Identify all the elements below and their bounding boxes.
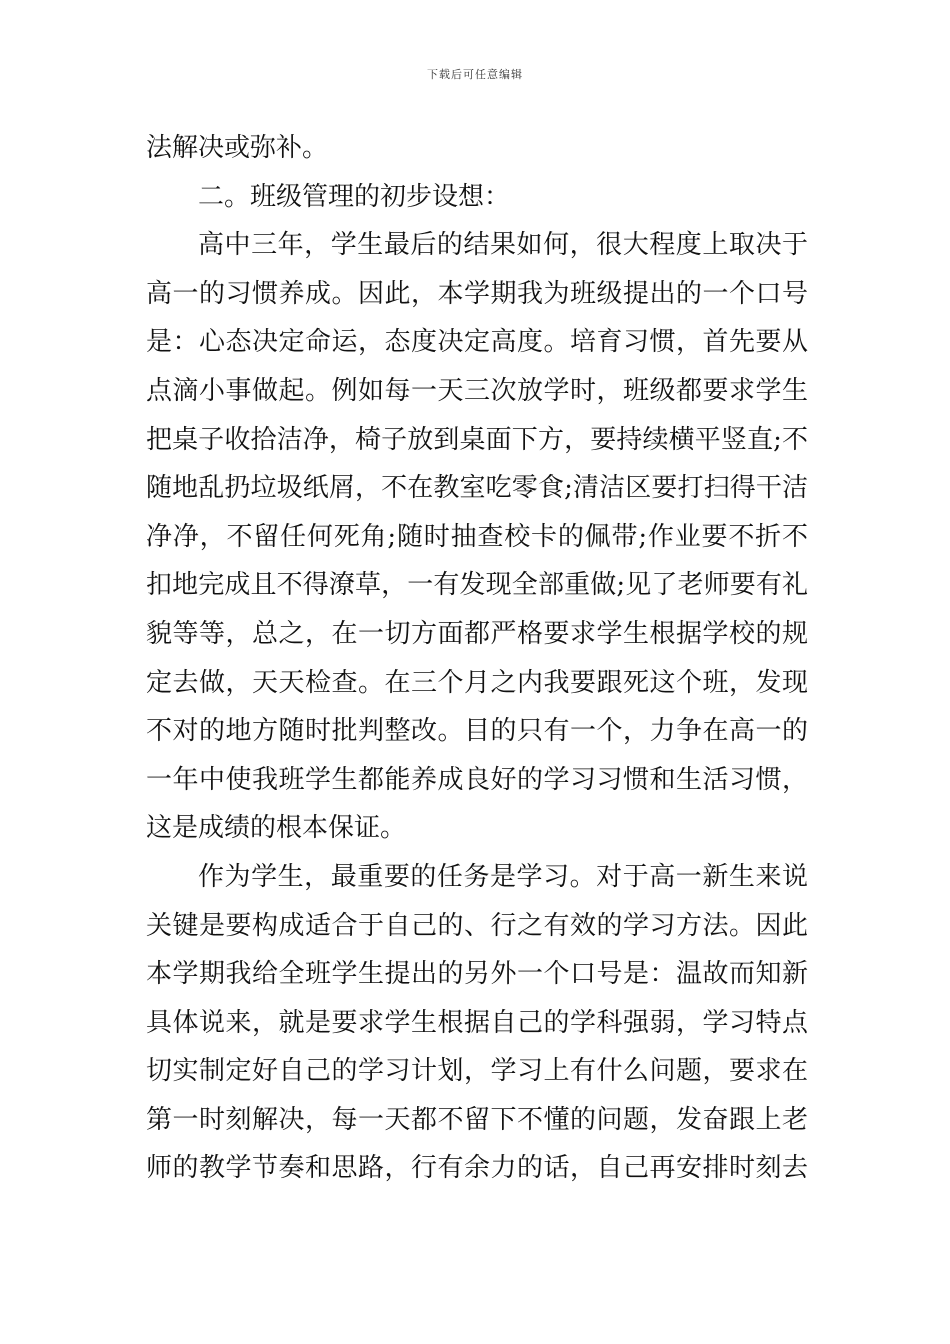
text-line: 净净，不留任何死角;随时抽查校卡的佩带;作业要不折不 — [146, 521, 808, 552]
section-heading: 二。班级管理的初步设想： — [198, 181, 511, 212]
text-line: 高一的习惯养成。因此，本学期我为班级提出的一个口号 — [146, 278, 808, 309]
text-line: 切实制定好自己的学习计划，学习上有什么问题，要求在 — [146, 1056, 808, 1087]
text-line: 貌等等，总之，在一切方面都严格要求学生根据学校的规 — [146, 618, 808, 649]
text-line: 这是成绩的根本保证。 — [146, 813, 407, 844]
document-body — [146, 124, 808, 1193]
text-line: 法解决或弥补。 — [146, 133, 329, 163]
text-line: 第一时刻解决，每一天都不留下不懂的问题，发奋跟上老 — [146, 1104, 808, 1135]
text-line: 师的教学节奏和思路，行有余力的话，自己再安排时刻去 — [146, 1153, 808, 1184]
text-line: 不对的地方随时批判整改。目的只有一个，力争在高一的 — [146, 716, 808, 747]
paragraph-start-line: 作为学生，最重要的任务是学习。对于高一新生来说 — [198, 861, 808, 892]
text-line: 把桌子收拾洁净，椅子放到桌面下方，要持续横平竖直;不 — [146, 424, 808, 455]
text-line: 定去做，天天检查。在三个月之内我要跟死这个班，发现 — [146, 667, 808, 698]
page-header: 下载后可任意编辑 — [427, 68, 523, 81]
text-line: 关键是要构成适合于自己的、行之有效的学习方法。因此 — [146, 910, 808, 941]
text-line: 点滴小事做起。例如每一天三次放学时，班级都要求学生 — [146, 375, 808, 406]
text-line: 具体说来，就是要求学生根据自己的学科强弱，学习特点 — [146, 1007, 808, 1038]
text-line: 是：心态决定命运，态度决定高度。培育习惯，首先要从 — [146, 327, 808, 358]
paragraph-start-line: 高中三年，学生最后的结果如何，很大程度上取决于 — [198, 230, 808, 261]
text-line: 扣地完成且不得潦草，一有发现全部重做;见了老师要有礼 — [146, 570, 808, 601]
text-line: 随地乱扔垃圾纸屑，不在教室吃零食;清洁区要打扫得干洁 — [146, 473, 808, 504]
text-line: 本学期我给全班学生提出的另外一个口号是：温故而知新 — [146, 959, 808, 990]
text-line: 一年中使我班学生都能养成良好的学习习惯和生活习惯， — [146, 764, 808, 795]
